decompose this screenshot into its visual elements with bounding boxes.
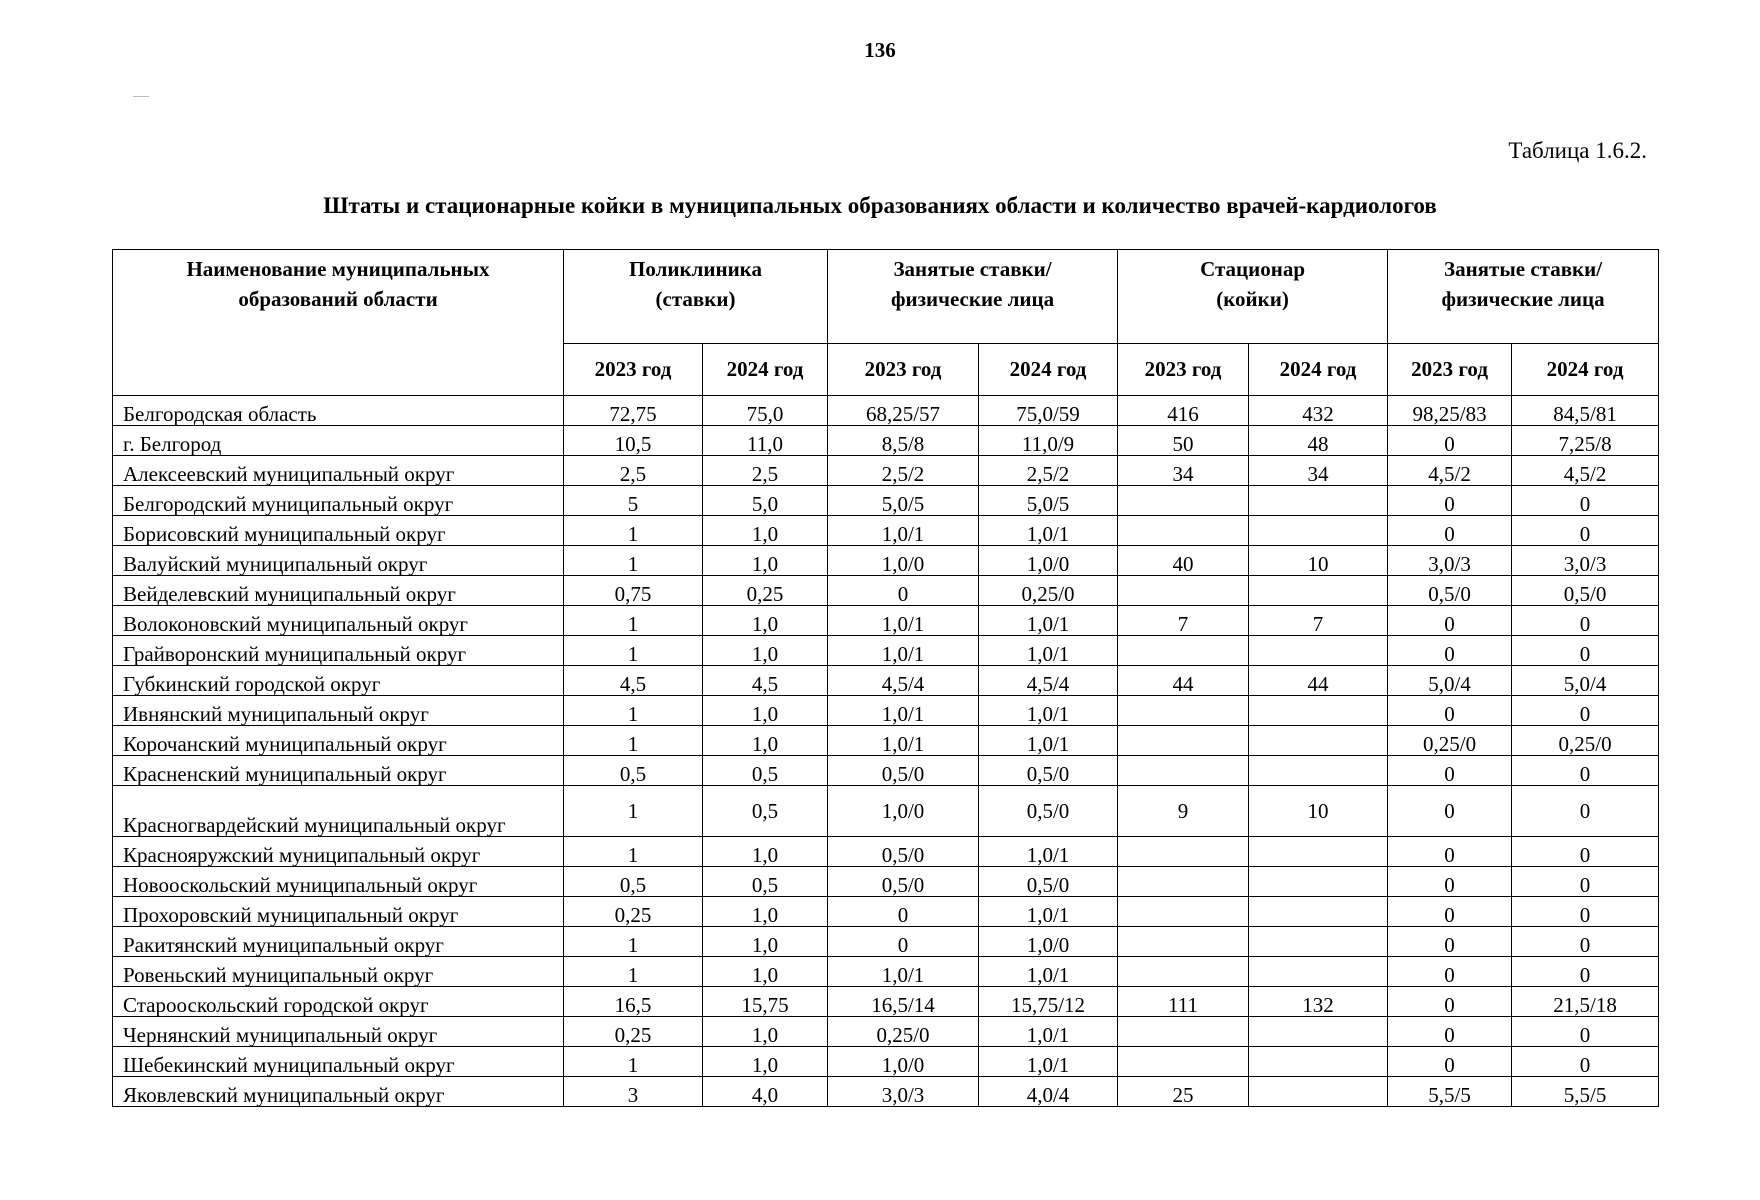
polyclinic-2024-cell: 1,0 — [703, 516, 828, 546]
header-year: 2023 год — [564, 344, 703, 396]
hospital-staff-2023-cell: 0 — [1388, 957, 1512, 987]
table-row — [113, 576, 1659, 606]
hospital-staff-2023-cell: 0 — [1388, 837, 1512, 867]
polyclinic-staff-2024-cell: 0,5/0 — [979, 756, 1118, 786]
hospital-beds-2023-cell: 34 — [1118, 456, 1249, 486]
hospital-staff-2024-cell: 0 — [1512, 867, 1659, 897]
polyclinic-2024-cell: 15,75 — [703, 987, 828, 1017]
hospital-staff-2024-cell: 0 — [1512, 1017, 1659, 1047]
polyclinic-2023-cell: 16,5 — [564, 987, 703, 1017]
hospital-staff-2024-cell: 0 — [1512, 897, 1659, 927]
hospital-beds-2023-cell: 50 — [1118, 426, 1249, 456]
polyclinic-2024-cell: 0,5 — [703, 867, 828, 897]
polyclinic-staff-2024-cell: 1,0/0 — [979, 546, 1118, 576]
polyclinic-staff-2023-cell: 0 — [828, 897, 979, 927]
polyclinic-staff-2023-cell: 68,25/57 — [828, 396, 979, 426]
hospital-staff-2023-cell: 0 — [1388, 1017, 1512, 1047]
polyclinic-2024-cell: 1,0 — [703, 1017, 828, 1047]
hospital-staff-2023-cell: 0 — [1388, 636, 1512, 666]
municipality-name-cell: Алексеевский муниципальный округ — [113, 456, 564, 486]
polyclinic-staff-2023-cell: 4,5/4 — [828, 666, 979, 696]
hospital-beds-2023-cell — [1118, 867, 1249, 897]
hospital-beds-2024-cell — [1249, 1047, 1388, 1077]
hospital-beds-2023-cell: 25 — [1118, 1077, 1249, 1107]
table-row — [113, 987, 1659, 1017]
hospital-staff-2023-cell: 0 — [1388, 987, 1512, 1017]
polyclinic-2024-cell: 75,0 — [703, 396, 828, 426]
polyclinic-2023-cell: 4,5 — [564, 666, 703, 696]
municipality-name-cell: Краснояружский муниципальный округ — [113, 837, 564, 867]
polyclinic-staff-2024-cell: 1,0/1 — [979, 837, 1118, 867]
polyclinic-staff-2023-cell: 1,0/0 — [828, 786, 979, 837]
polyclinic-2024-cell: 2,5 — [703, 456, 828, 486]
header-group-hospital: Стационар (койки) — [1118, 250, 1388, 344]
table-row — [113, 1017, 1659, 1047]
polyclinic-staff-2024-cell: 1,0/1 — [979, 726, 1118, 756]
hospital-staff-2024-cell: 0 — [1512, 696, 1659, 726]
table-row — [113, 756, 1659, 786]
hospital-beds-2024-cell — [1249, 696, 1388, 726]
table-row — [113, 486, 1659, 516]
hospital-staff-2023-cell: 0 — [1388, 867, 1512, 897]
hospital-beds-2024-cell — [1249, 516, 1388, 546]
polyclinic-staff-2024-cell: 0,25/0 — [979, 576, 1118, 606]
polyclinic-staff-2023-cell: 1,0/0 — [828, 1047, 979, 1077]
hospital-beds-2023-cell: 111 — [1118, 987, 1249, 1017]
hospital-beds-2023-cell — [1118, 897, 1249, 927]
municipality-name-cell: Корочанский муниципальный округ — [113, 726, 564, 756]
polyclinic-staff-2024-cell: 1,0/1 — [979, 516, 1118, 546]
polyclinic-staff-2023-cell: 1,0/0 — [828, 546, 979, 576]
header-group-polyclinic: Поликлиника (ставки) — [564, 250, 828, 344]
municipality-name-cell: Белгородский муниципальный округ — [113, 486, 564, 516]
hospital-beds-2024-cell: 10 — [1249, 546, 1388, 576]
hospital-beds-2024-cell — [1249, 867, 1388, 897]
table-row — [113, 1047, 1659, 1077]
polyclinic-staff-2024-cell: 4,0/4 — [979, 1077, 1118, 1107]
municipality-name-cell: Старооскольский городской округ — [113, 987, 564, 1017]
table-row — [113, 396, 1659, 426]
polyclinic-2023-cell: 1 — [564, 726, 703, 756]
polyclinic-staff-2024-cell: 0,5/0 — [979, 786, 1118, 837]
polyclinic-2023-cell: 1 — [564, 516, 703, 546]
hospital-staff-2024-cell: 0 — [1512, 756, 1659, 786]
municipality-name-cell: Борисовский муниципальный округ — [113, 516, 564, 546]
polyclinic-staff-2024-cell: 1,0/0 — [979, 927, 1118, 957]
polyclinic-staff-2023-cell: 1,0/1 — [828, 957, 979, 987]
polyclinic-staff-2024-cell: 0,5/0 — [979, 867, 1118, 897]
polyclinic-2024-cell: 0,5 — [703, 786, 828, 837]
polyclinic-2023-cell: 0,25 — [564, 897, 703, 927]
hospital-staff-2024-cell: 7,25/8 — [1512, 426, 1659, 456]
polyclinic-staff-2023-cell: 0,5/0 — [828, 837, 979, 867]
municipality-name-cell: Красненский муниципальный округ — [113, 756, 564, 786]
table-row — [113, 426, 1659, 456]
hospital-beds-2024-cell — [1249, 957, 1388, 987]
polyclinic-2023-cell: 10,5 — [564, 426, 703, 456]
hospital-beds-2023-cell — [1118, 1017, 1249, 1047]
hospital-staff-2024-cell: 3,0/3 — [1512, 546, 1659, 576]
hospital-staff-2024-cell: 0 — [1512, 606, 1659, 636]
table-row — [113, 957, 1659, 987]
polyclinic-staff-2023-cell: 1,0/1 — [828, 726, 979, 756]
polyclinic-staff-2023-cell: 0,5/0 — [828, 867, 979, 897]
polyclinic-2023-cell: 1 — [564, 786, 703, 837]
hospital-beds-2024-cell: 7 — [1249, 606, 1388, 636]
municipality-name-cell: Чернянский муниципальный округ — [113, 1017, 564, 1047]
hospital-beds-2024-cell — [1249, 576, 1388, 606]
polyclinic-staff-2024-cell: 1,0/1 — [979, 696, 1118, 726]
hospital-staff-2024-cell: 0 — [1512, 636, 1659, 666]
hospital-beds-2024-cell: 44 — [1249, 666, 1388, 696]
table-row — [113, 726, 1659, 756]
municipality-name-cell: Ракитянский муниципальный округ — [113, 927, 564, 957]
hospital-staff-2024-cell: 0 — [1512, 1047, 1659, 1077]
polyclinic-staff-2024-cell: 5,0/5 — [979, 486, 1118, 516]
polyclinic-2024-cell: 4,0 — [703, 1077, 828, 1107]
polyclinic-staff-2024-cell: 1,0/1 — [979, 1047, 1118, 1077]
table-row — [113, 666, 1659, 696]
data-table — [112, 249, 1659, 1107]
header-group-polyclinic-staff: Занятые ставки/ физические лица — [828, 250, 1118, 344]
polyclinic-2023-cell: 0,5 — [564, 867, 703, 897]
polyclinic-staff-2023-cell: 0,25/0 — [828, 1017, 979, 1047]
polyclinic-2024-cell: 1,0 — [703, 957, 828, 987]
polyclinic-2024-cell: 1,0 — [703, 726, 828, 756]
polyclinic-staff-2023-cell: 1,0/1 — [828, 636, 979, 666]
hospital-staff-2024-cell: 0,25/0 — [1512, 726, 1659, 756]
header-year: 2024 год — [1512, 344, 1659, 396]
page-number: 136 — [864, 38, 896, 62]
polyclinic-2023-cell: 1 — [564, 636, 703, 666]
polyclinic-2023-cell: 0,25 — [564, 1017, 703, 1047]
hospital-beds-2024-cell — [1249, 756, 1388, 786]
header-year: 2024 год — [979, 344, 1118, 396]
hospital-beds-2023-cell — [1118, 1047, 1249, 1077]
municipality-name-cell: Вейделевский муниципальный округ — [113, 576, 564, 606]
municipality-name-cell: Новооскольский муниципальный округ — [113, 867, 564, 897]
hospital-staff-2024-cell: 5,5/5 — [1512, 1077, 1659, 1107]
polyclinic-2023-cell: 1 — [564, 837, 703, 867]
hospital-beds-2024-cell — [1249, 486, 1388, 516]
hospital-staff-2023-cell: 0,25/0 — [1388, 726, 1512, 756]
hospital-staff-2024-cell: 0 — [1512, 786, 1659, 837]
hospital-beds-2023-cell — [1118, 486, 1249, 516]
polyclinic-staff-2023-cell: 1,0/1 — [828, 606, 979, 636]
polyclinic-2023-cell: 1 — [564, 546, 703, 576]
table-row — [113, 786, 1659, 837]
hospital-beds-2023-cell: 40 — [1118, 546, 1249, 576]
hospital-beds-2024-cell: 48 — [1249, 426, 1388, 456]
polyclinic-staff-2023-cell: 1,0/1 — [828, 696, 979, 726]
polyclinic-2024-cell: 1,0 — [703, 696, 828, 726]
table-row — [113, 1077, 1659, 1107]
hospital-beds-2024-cell: 34 — [1249, 456, 1388, 486]
polyclinic-2023-cell: 1 — [564, 1047, 703, 1077]
polyclinic-2023-cell: 1 — [564, 957, 703, 987]
hospital-staff-2023-cell: 4,5/2 — [1388, 456, 1512, 486]
polyclinic-staff-2023-cell: 3,0/3 — [828, 1077, 979, 1107]
scan-mark — [133, 96, 149, 97]
header-year: 2024 год — [1249, 344, 1388, 396]
polyclinic-staff-2024-cell: 4,5/4 — [979, 666, 1118, 696]
hospital-beds-2024-cell — [1249, 1017, 1388, 1047]
hospital-staff-2023-cell: 0 — [1388, 786, 1512, 837]
hospital-beds-2023-cell — [1118, 927, 1249, 957]
polyclinic-staff-2024-cell: 11,0/9 — [979, 426, 1118, 456]
polyclinic-staff-2023-cell: 8,5/8 — [828, 426, 979, 456]
polyclinic-2024-cell: 0,25 — [703, 576, 828, 606]
table-row — [113, 456, 1659, 486]
table-body — [113, 396, 1659, 1107]
hospital-beds-2023-cell: 9 — [1118, 786, 1249, 837]
hospital-beds-2023-cell: 44 — [1118, 666, 1249, 696]
municipality-name-cell: Ивнянский муниципальный округ — [113, 696, 564, 726]
hospital-staff-2023-cell: 0 — [1388, 927, 1512, 957]
hospital-staff-2024-cell: 0 — [1512, 957, 1659, 987]
polyclinic-2023-cell: 0,75 — [564, 576, 703, 606]
hospital-beds-2024-cell — [1249, 837, 1388, 867]
hospital-staff-2024-cell: 0,5/0 — [1512, 576, 1659, 606]
hospital-beds-2023-cell — [1118, 636, 1249, 666]
polyclinic-2024-cell: 1,0 — [703, 837, 828, 867]
polyclinic-staff-2023-cell: 0,5/0 — [828, 756, 979, 786]
header-row-groups — [113, 250, 1659, 344]
hospital-beds-2024-cell: 432 — [1249, 396, 1388, 426]
polyclinic-2024-cell: 5,0 — [703, 486, 828, 516]
hospital-beds-2024-cell — [1249, 726, 1388, 756]
polyclinic-2024-cell: 0,5 — [703, 756, 828, 786]
municipality-name-cell: Грайворонский муниципальный округ — [113, 636, 564, 666]
hospital-beds-2024-cell — [1249, 927, 1388, 957]
header-municipality: Наименование муниципальных образований области — [113, 250, 564, 396]
hospital-beds-2023-cell — [1118, 516, 1249, 546]
table-reference: Таблица 1.6.2. — [1508, 138, 1647, 163]
polyclinic-staff-2024-cell: 1,0/1 — [979, 606, 1118, 636]
polyclinic-2024-cell: 1,0 — [703, 636, 828, 666]
municipality-name-cell: Красногвардейский муниципальный округ — [113, 786, 564, 837]
polyclinic-staff-2024-cell: 75,0/59 — [979, 396, 1118, 426]
hospital-beds-2024-cell — [1249, 1077, 1388, 1107]
municipality-name-cell: Валуйский муниципальный округ — [113, 546, 564, 576]
hospital-staff-2023-cell: 0 — [1388, 606, 1512, 636]
table-row — [113, 696, 1659, 726]
polyclinic-staff-2024-cell: 1,0/1 — [979, 897, 1118, 927]
hospital-staff-2023-cell: 0 — [1388, 516, 1512, 546]
hospital-beds-2023-cell — [1118, 696, 1249, 726]
hospital-staff-2023-cell: 0,5/0 — [1388, 576, 1512, 606]
polyclinic-2023-cell: 1 — [564, 927, 703, 957]
polyclinic-2024-cell: 1,0 — [703, 606, 828, 636]
polyclinic-staff-2023-cell: 0 — [828, 927, 979, 957]
table-row — [113, 867, 1659, 897]
hospital-beds-2023-cell — [1118, 726, 1249, 756]
polyclinic-2024-cell: 1,0 — [703, 546, 828, 576]
hospital-staff-2024-cell: 0 — [1512, 516, 1659, 546]
polyclinic-2023-cell: 2,5 — [564, 456, 703, 486]
hospital-beds-2023-cell — [1118, 957, 1249, 987]
header-year: 2023 год — [1388, 344, 1512, 396]
municipality-name-cell: Шебекинский муниципальный округ — [113, 1047, 564, 1077]
table-row — [113, 546, 1659, 576]
hospital-staff-2023-cell: 5,5/5 — [1388, 1077, 1512, 1107]
header-year: 2023 год — [828, 344, 979, 396]
polyclinic-2024-cell: 1,0 — [703, 1047, 828, 1077]
hospital-beds-2024-cell: 132 — [1249, 987, 1388, 1017]
hospital-beds-2023-cell: 416 — [1118, 396, 1249, 426]
polyclinic-staff-2024-cell: 2,5/2 — [979, 456, 1118, 486]
polyclinic-2023-cell: 72,75 — [564, 396, 703, 426]
polyclinic-staff-2023-cell: 1,0/1 — [828, 516, 979, 546]
hospital-staff-2024-cell: 21,5/18 — [1512, 987, 1659, 1017]
hospital-staff-2024-cell: 5,0/4 — [1512, 666, 1659, 696]
polyclinic-staff-2023-cell: 0 — [828, 576, 979, 606]
hospital-staff-2024-cell: 84,5/81 — [1512, 396, 1659, 426]
hospital-beds-2023-cell — [1118, 837, 1249, 867]
hospital-staff-2023-cell: 5,0/4 — [1388, 666, 1512, 696]
header-group-hospital-staff: Занятые ставки/ физические лица — [1388, 250, 1659, 344]
polyclinic-staff-2023-cell: 2,5/2 — [828, 456, 979, 486]
polyclinic-2023-cell: 3 — [564, 1077, 703, 1107]
table-row — [113, 837, 1659, 867]
hospital-staff-2023-cell: 98,25/83 — [1388, 396, 1512, 426]
polyclinic-staff-2024-cell: 1,0/1 — [979, 1017, 1118, 1047]
polyclinic-2024-cell: 1,0 — [703, 897, 828, 927]
municipality-name-cell: Волоконовский муниципальный округ — [113, 606, 564, 636]
table-row — [113, 927, 1659, 957]
polyclinic-staff-2024-cell: 1,0/1 — [979, 636, 1118, 666]
hospital-staff-2024-cell: 0 — [1512, 486, 1659, 516]
polyclinic-2023-cell: 5 — [564, 486, 703, 516]
hospital-staff-2023-cell: 0 — [1388, 696, 1512, 726]
header-year: 2023 год — [1118, 344, 1249, 396]
hospital-beds-2023-cell: 7 — [1118, 606, 1249, 636]
hospital-staff-2023-cell: 0 — [1388, 897, 1512, 927]
municipality-name-cell: Губкинский городской округ — [113, 666, 564, 696]
hospital-staff-2024-cell: 0 — [1512, 927, 1659, 957]
polyclinic-2024-cell: 11,0 — [703, 426, 828, 456]
municipality-name-cell: г. Белгород — [113, 426, 564, 456]
hospital-staff-2024-cell: 4,5/2 — [1512, 456, 1659, 486]
polyclinic-2023-cell: 0,5 — [564, 756, 703, 786]
municipality-name-cell: Белгородская область — [113, 396, 564, 426]
table-row — [113, 516, 1659, 546]
hospital-staff-2023-cell: 3,0/3 — [1388, 546, 1512, 576]
polyclinic-staff-2023-cell: 5,0/5 — [828, 486, 979, 516]
polyclinic-staff-2023-cell: 16,5/14 — [828, 987, 979, 1017]
hospital-staff-2024-cell: 0 — [1512, 837, 1659, 867]
table-row — [113, 897, 1659, 927]
polyclinic-2023-cell: 1 — [564, 606, 703, 636]
municipality-name-cell: Яковлевский муниципальный округ — [113, 1077, 564, 1107]
hospital-beds-2024-cell: 10 — [1249, 786, 1388, 837]
hospital-staff-2023-cell: 0 — [1388, 1047, 1512, 1077]
polyclinic-staff-2024-cell: 15,75/12 — [979, 987, 1118, 1017]
polyclinic-2024-cell: 1,0 — [703, 927, 828, 957]
hospital-beds-2024-cell — [1249, 897, 1388, 927]
table-title: Штаты и стационарные койки в муниципальных образованиях области и количество врачей-кардиологов — [323, 193, 1437, 218]
hospital-staff-2023-cell: 0 — [1388, 756, 1512, 786]
hospital-beds-2024-cell — [1249, 636, 1388, 666]
header-year: 2024 год — [703, 344, 828, 396]
hospital-staff-2023-cell: 0 — [1388, 426, 1512, 456]
polyclinic-2024-cell: 4,5 — [703, 666, 828, 696]
municipality-name-cell: Прохоровский муниципальный округ — [113, 897, 564, 927]
hospital-staff-2023-cell: 0 — [1388, 486, 1512, 516]
municipality-name-cell: Ровеньский муниципальный округ — [113, 957, 564, 987]
hospital-beds-2023-cell — [1118, 576, 1249, 606]
hospital-beds-2023-cell — [1118, 756, 1249, 786]
table-row — [113, 606, 1659, 636]
table-row — [113, 636, 1659, 666]
polyclinic-staff-2024-cell: 1,0/1 — [979, 957, 1118, 987]
polyclinic-2023-cell: 1 — [564, 696, 703, 726]
